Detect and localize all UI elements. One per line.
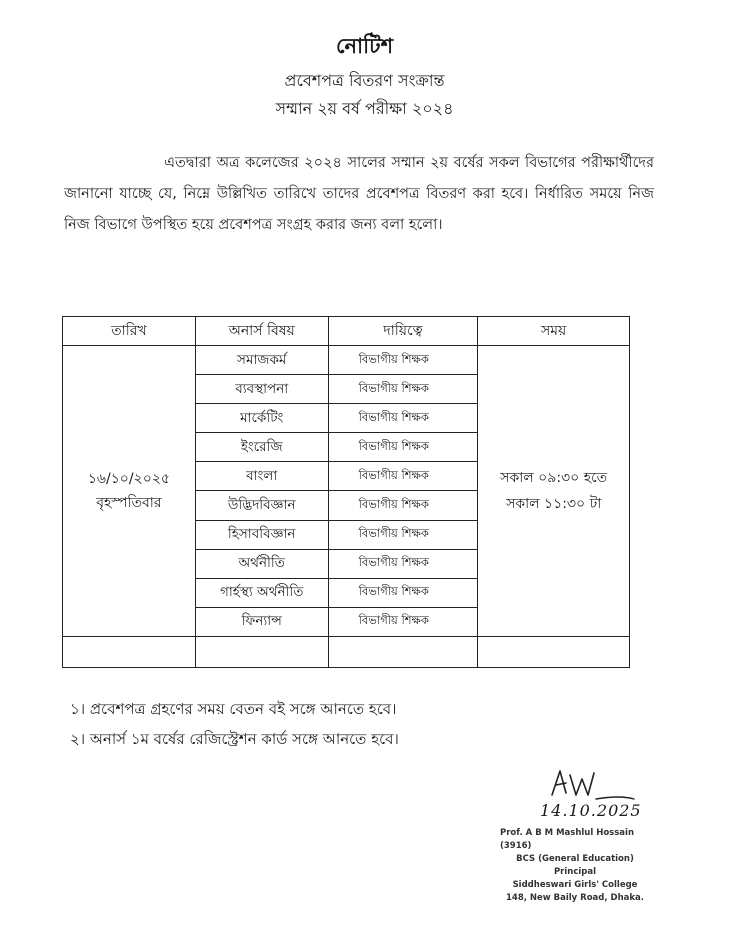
subject-cell: হিসাববিজ্ঞান: [195, 520, 328, 549]
time-end: সকাল ১১:৩০ টা: [506, 495, 602, 512]
signatory-designation: Principal: [553, 867, 597, 877]
subject-cell: গার্হস্থ্য অর্থনীতি: [195, 578, 328, 607]
subject-cell: অর্থনীতি: [195, 549, 328, 578]
subject-cell: ব্যবস্থাপনা: [195, 375, 328, 404]
subject-cell: ইংরেজি: [195, 433, 328, 462]
college-address: 148, New Baily Road, Dhaka.: [505, 893, 645, 903]
empty-cell: [63, 636, 196, 667]
day-value: বৃহস্পতিবার: [96, 494, 162, 511]
note-item: ১। প্রবেশপত্র গ্রহণের সময় বেতন বই সঙ্গে আনতে হবে।: [70, 700, 397, 718]
signatory-name: Prof. A B M Mashlul Hossain (3916): [500, 828, 634, 851]
notice-title: নোটিশ: [335, 34, 394, 58]
schedule-table: [62, 316, 630, 668]
header-subject: অনার্স বিষয়: [195, 317, 328, 346]
subject-cell: বাংলা: [195, 462, 328, 491]
notice-body: [64, 148, 654, 241]
header-date: তারিখ: [63, 317, 196, 346]
signatory-cadre: BCS (General Education): [516, 854, 634, 864]
header-time: সময়: [478, 317, 630, 346]
subject-cell: ফিন্যান্স: [195, 607, 328, 636]
exam-name: সম্মান ২য় বর্ষ পরীক্ষা ২০২৪: [275, 99, 454, 118]
table-header-row: [63, 317, 630, 346]
responsible-cell: বিভাগীয় শিক্ষক: [328, 375, 478, 404]
time-cell: [478, 346, 630, 637]
notice-body-text: এতদ্বারা অত্র কলেজের ২০২৪ সালের সম্মান ২য় বর্ষের সকল বিভাগের পরীক্ষার্থীদের জানানো যাচ্ছে যে, নিম্নে উল্লিখিত তারিখে তাদের প্রবেশপত্র বিতরণ করা হবে। নির্ধারিত সময়ে নিজ নিজ বিভাগে উপস্থিত হয়ে প্রবেশপত্র সংগ্রহ করার জন্য বলা হলো।: [64, 155, 654, 233]
time-start: সকাল ০৯:৩০ হতে: [500, 469, 608, 486]
table-empty-row: [63, 636, 630, 667]
responsible-cell: বিভাগীয় শিক্ষক: [328, 607, 478, 636]
responsible-cell: বিভাগীয় শিক্ষক: [328, 491, 478, 520]
subject-cell: উদ্ভিদবিজ্ঞান: [195, 491, 328, 520]
empty-cell: [195, 636, 328, 667]
responsible-cell: বিভাগীয় শিক্ষক: [328, 433, 478, 462]
subject-cell: সমাজকর্ম: [195, 346, 328, 375]
signature-block: [500, 765, 680, 903]
subject-cell: মার্কেটিং: [195, 404, 328, 433]
responsible-cell: বিভাগীয় শিক্ষক: [328, 549, 478, 578]
header-responsible: দায়িত্বে: [328, 317, 478, 346]
signature-scribble: [530, 765, 640, 805]
responsible-cell: বিভাগীয় শিক্ষক: [328, 578, 478, 607]
notice-subtitle: প্রবেশপত্র বিতরণ সংক্রান্ত: [284, 71, 445, 90]
signature-date: 14.10.2025: [540, 801, 642, 820]
responsible-cell: বিভাগীয় শিক্ষক: [328, 346, 478, 375]
note-item: ২। অনার্স ১ম বর্ষের রেজিস্ট্রেশন কার্ড সঙ্গে আনতে হবে।: [70, 730, 399, 748]
signatory-info: [500, 827, 650, 905]
responsible-cell: বিভাগীয় শিক্ষক: [328, 462, 478, 491]
responsible-cell: বিভাগীয় শিক্ষক: [328, 520, 478, 549]
date-cell: [63, 346, 196, 637]
date-value: ১৬/১০/২০২৫: [87, 470, 171, 487]
table-row: [63, 346, 630, 375]
college-name: Siddheswari Girls' College: [512, 880, 638, 890]
empty-cell: [328, 636, 478, 667]
empty-cell: [478, 636, 630, 667]
responsible-cell: বিভাগীয় শিক্ষক: [328, 404, 478, 433]
